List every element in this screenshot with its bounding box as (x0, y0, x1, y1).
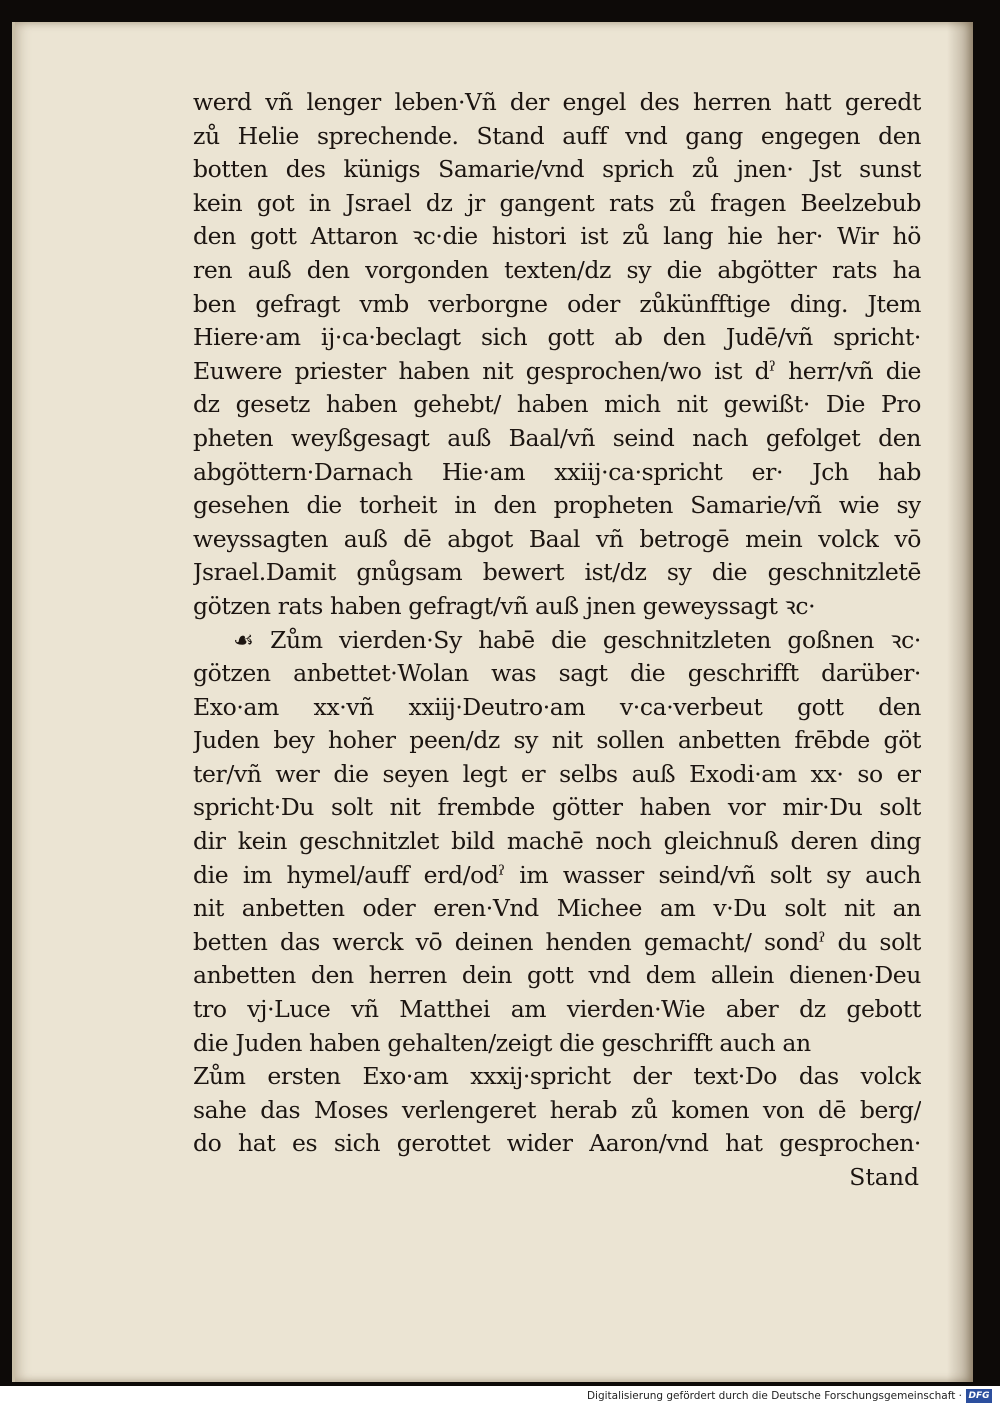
text-line: zů Helie sprechende. Stand auff vnd gang engegen den (193, 121, 921, 150)
funding-credit: Digitalisierung gefördert durch die Deutsche Forschungsgemeinschaft · (586, 1390, 962, 1402)
text-line: nit anbetten oder eren·Vnd Michee am v·Du solt nit an (193, 894, 921, 923)
text-line: kein got in Jsrael dz jr gangent rats zů fragen Beelzebub (193, 188, 921, 217)
text-line: Hiere·am ij·ca·beclagt sich gott ab den Judē/vñ spricht· (193, 323, 921, 352)
text-line: die Juden haben gehalten/zeigt die geschrifft auch an (193, 1028, 811, 1057)
text-line: Jsrael.Damit gnůgsam bewert ist/dz sy die geschnitzletē (193, 558, 921, 587)
text-line: do hat es sich gerottet wider Aaron/vnd hat gesprochen· (193, 1129, 921, 1158)
text-line: dir kein geschnitzlet bild machē noch gleichnuß deren ding (193, 827, 921, 856)
text-line: weyssagten auß dē abgot Baal vñ betrogē mein volck vō (193, 524, 921, 553)
text-line: betten das werck vō deinen henden gemacht/ sondˀ du solt (193, 927, 921, 956)
text-line: spricht·Du solt nit frembde götter haben vor mir·Du solt (193, 793, 921, 822)
catchword: Stand (849, 1163, 919, 1191)
text-block (193, 86, 921, 1195)
dfg-logo: DFG (966, 1389, 992, 1403)
text-line: tro vj·Luce vñ Matthei am vierden·Wie aber dz gebott (193, 995, 921, 1024)
text-line: Euwere priester haben nit gesprochen/wo ist dˀ herr/vñ die (193, 356, 921, 385)
catchword-row (193, 1161, 921, 1195)
text-line: Exo·am xx·vñ xxiij·Deutro·am v·ca·verbeut gott den (193, 692, 921, 721)
text-line: ter/vñ wer die seyen legt er selbs auß Exodi·am xx· so er (193, 759, 921, 788)
book-page (12, 22, 973, 1382)
text-line: ren auß den vorgonden texten/dz sy die abgötter rats ha (193, 255, 921, 284)
page-edge-shadow (947, 22, 973, 1382)
text-line: botten des künigs Samarie/vnd sprich zů jnen· Jst sunst (193, 155, 921, 184)
text-line: götzen rats haben gefragt/vñ auß jnen geweyssagt ꝛc· (193, 591, 816, 620)
text-line: die im hymel/auff erd/odˀ im wasser seind/vñ solt sy auch (193, 860, 921, 889)
text-line: Zům ersten Exo·am xxxij·spricht der text·Do das volck (193, 1062, 921, 1091)
paragraph-start-line: ☙ Zům vierden·Sy habē die geschnitzleten goßnen ꝛc· (233, 625, 921, 654)
text-line: sahe das Moses verlengeret herab zů komen von dē berg/ (193, 1095, 921, 1124)
text-line: dz gesetz haben gehebt/ haben mich nit gewißt· Die Pro (193, 390, 921, 419)
text-line: gesehen die torheit in den propheten Samarie/vñ wie sy (193, 491, 921, 520)
text-line: ben gefragt vmb verborgne oder zůkünfftige ding. Jtem (193, 289, 921, 318)
footer-bar (0, 1386, 1000, 1407)
text-line: götzen anbettet·Wolan was sagt die geschrifft darüber· (193, 659, 921, 688)
text-line: abgöttern·Darnach Hie·am xxiij·ca·spricht er· Jch hab (193, 457, 921, 486)
text-line: Juden bey hoher peen/dz sy nit sollen anbetten frēbde göt (193, 726, 921, 755)
text-line: anbetten den herren dein gott vnd dem allein dienen·Deu (193, 961, 921, 990)
text-line: werd vñ lenger leben·Vñ der engel des herren hatt geredt (193, 88, 921, 116)
text-line: den gott Attaron ꝛc·die histori ist zů lang hie her· Wir hö (193, 222, 921, 251)
text-line: pheten weyßgesagt auß Baal/vñ seind nach gefolget den (193, 423, 921, 452)
